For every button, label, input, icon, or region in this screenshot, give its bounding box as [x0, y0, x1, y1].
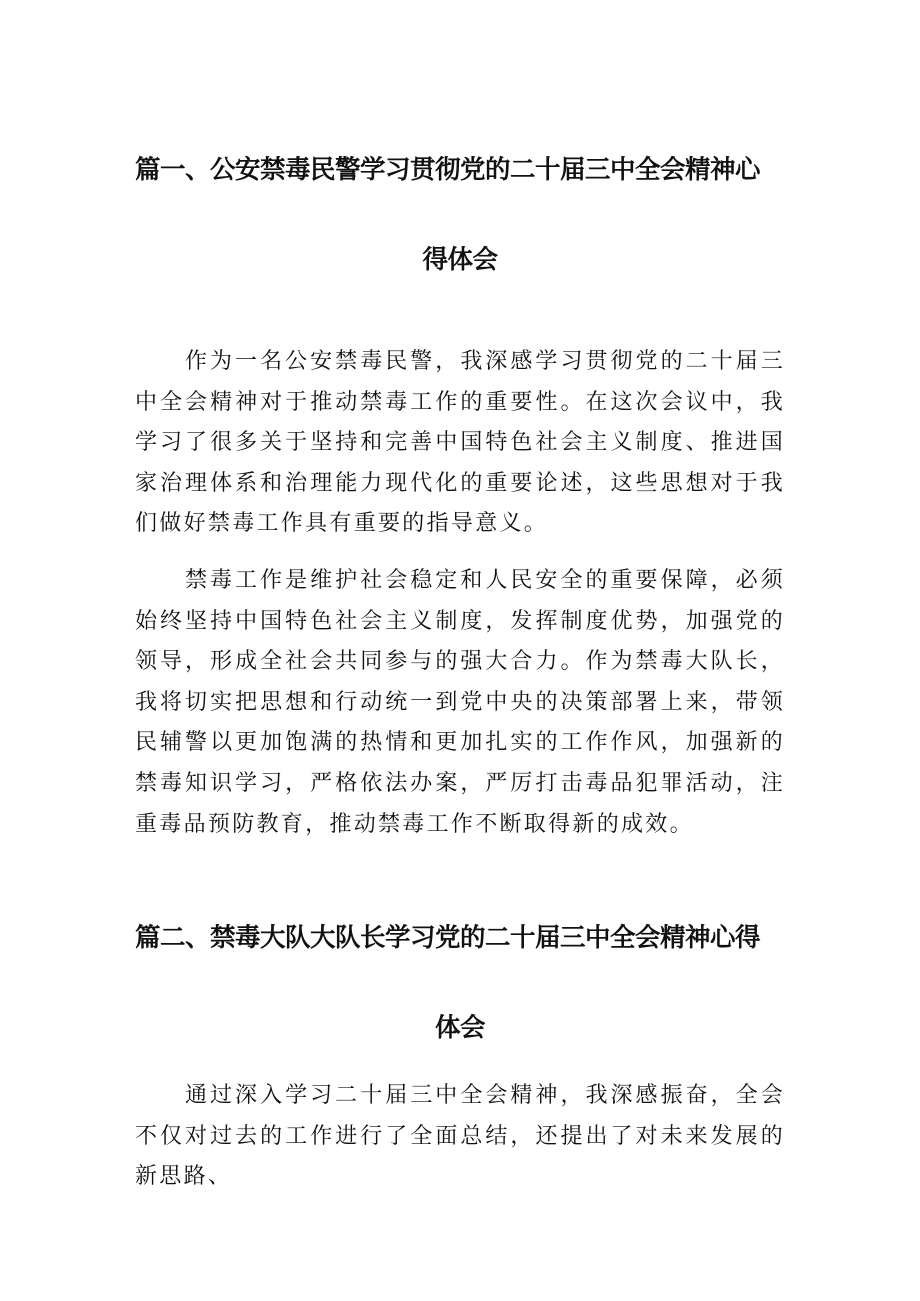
section2-paragraph-1: 通过深入学习二十届三中全会精神，我深感振奋，全会不仅对过去的工作进行了全面总结，还提出了对未来发展的新思路、 [135, 1083, 785, 1190]
section2-title [135, 893, 785, 1073]
section2-title-line1: 篇二、禁毒大队大队长学习党的二十届三中全会精神心得 [135, 923, 761, 953]
section2-title-line2: 体会 [434, 1013, 485, 1043]
section1-paragraph-2: 禁毒工作是维护社会稳定和人民安全的重要保障，必须始终坚持中国特色社会主义制度，发挥制度优势，加强党的领导，形成全社会共同参与的强大合力。作为禁毒大队长，我将切实把思想和行动统一到党中央的决策部署上来，带领民辅警以更加饱满的热情和更加扎实的工作作风，加强新的禁毒知识学习，严格依法办案，严厉打击毒品犯罪活动，注重毒品预防教育，推动禁毒工作不断取得新的成效。 [135, 568, 785, 837]
section1-title-line2: 得体会 [422, 245, 498, 275]
section1-paragraph-1: 作为一名公安禁毒民警，我深感学习贯彻党的二十届三中全会精神对于推动禁毒工作的重要性。在这次会议中，我学习了很多关于坚持和完善中国特色社会主义制度、推进国家治理体系和治理能力现代化的重要论述，这些思想对于我们做好禁毒工作具有重要的指导意义。 [135, 349, 785, 537]
section1-title [135, 125, 785, 305]
section1-title-line1: 篇一、公安禁毒民警学习贯彻党的二十届三中全会精神心 [135, 155, 761, 185]
